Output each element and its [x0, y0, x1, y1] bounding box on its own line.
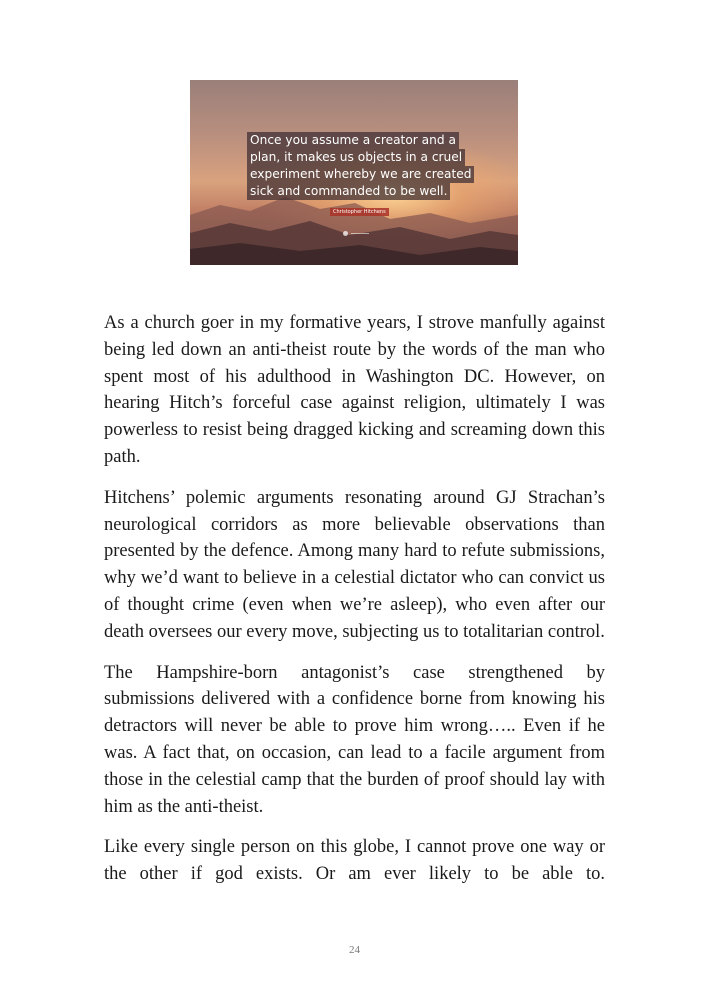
- body-text: [104, 310, 605, 902]
- paragraph: As a church goer in my formative years, I strove manfully against being led down an anti-theist route by the words of the man who spent most of his adulthood in Washington DC. However, on hearing Hitch’s forceful case against religion, ultimately I was powerless to resist being dragged kicking and screaming down this path.: [104, 313, 605, 467]
- quote-image: [190, 80, 518, 265]
- quote-line: sick and commanded to be well.: [247, 183, 450, 200]
- brand-wordmark: [351, 233, 369, 234]
- brand-logo: [343, 230, 373, 238]
- quote-line: plan, it makes us objects in a cruel: [247, 149, 465, 166]
- brand-dot-icon: [343, 231, 348, 236]
- page-number: 24: [349, 944, 360, 956]
- paragraph: The Hampshire-born antagonist’s case strengthened by submissions delivered with a confidence borne from knowing his detractors will never be able to prove him wrong….. Even if he was. A fact that, on occasion, can lead to a facile argument from those in the celestial camp that the burden of proof should lay with him as the anti-theist.: [104, 662, 605, 817]
- quote-line: Once you assume a creator and a: [247, 132, 459, 149]
- quote-line: experiment whereby we are created: [247, 166, 474, 183]
- paragraph: Hitchens’ polemic arguments resonating around GJ Strachan’s neurological corridors as more believable observations than presented by the defence. Among many hard to refute submissions, why we’d want to believe in a celestial dictator who can convict us of thought crime (even when we’re asleep), who even after our death oversees our every move, subjecting us to totalitarian control.: [104, 487, 605, 642]
- quote-author: Christopher Hitchens: [330, 208, 389, 216]
- quote-caption: [247, 132, 477, 200]
- paragraph: Like every single person on this globe, I cannot prove one way or the other if god exists. Or am ever likely to be able to.: [104, 837, 605, 885]
